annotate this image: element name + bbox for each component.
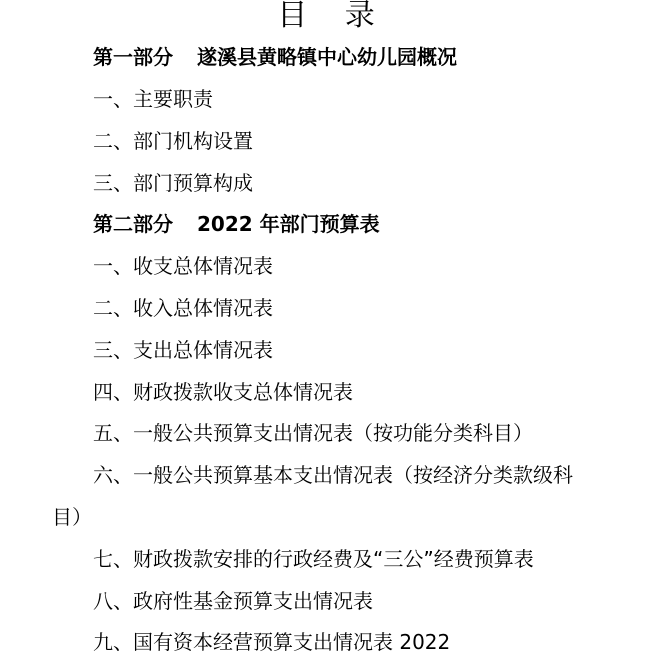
part1-heading — [93, 45, 457, 69]
toc-item: 八、政府性基金预算支出情况表 — [93, 589, 373, 613]
toc-item: 六、一般公共预算基本支出情况表（按经济分类款级科 — [93, 463, 573, 487]
toc-item: 三、支出总体情况表 — [93, 338, 273, 362]
part1-heading-prefix: 第一部分 — [93, 45, 173, 69]
toc-item: 三、部门预算构成 — [93, 171, 253, 195]
toc-item: 二、收入总体情况表 — [93, 296, 273, 320]
part1-heading-text: 遂溪县黄略镇中心幼儿园概况 — [197, 45, 457, 69]
toc-item: 一、主要职责 — [93, 87, 213, 111]
toc-item: 五、一般公共预算支出情况表（按功能分类科目） — [93, 421, 533, 445]
part2-heading — [93, 212, 380, 236]
toc-item: 四、财政拨款收支总体情况表 — [93, 380, 353, 404]
toc-title: 目 录 — [277, 0, 389, 33]
toc-item: 九、国有资本经营预算支出情况表 2022 — [93, 630, 451, 654]
part2-heading-prefix: 第二部分 — [93, 212, 173, 236]
toc-item: 二、部门机构设置 — [93, 129, 253, 153]
part2-heading-text: 2022 年部门预算表 — [197, 212, 380, 236]
toc-item: 七、财政拨款安排的行政经费及“三公”经费预算表 — [93, 547, 534, 571]
toc-item: 一、收支总体情况表 — [93, 254, 273, 278]
toc-item-continuation: 目） — [52, 505, 92, 529]
